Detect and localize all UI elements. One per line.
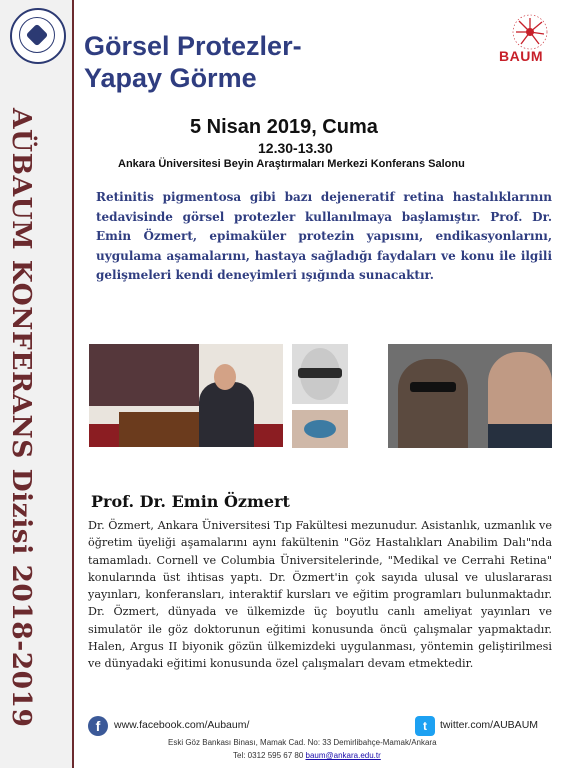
phone-text: Tel: 0312 595 67 80 [233,751,304,760]
eye-implant-photo [292,410,348,448]
facebook-icon[interactable]: f [88,716,108,736]
twitter-icon[interactable]: t [415,716,435,736]
address-text: Eski Göz Bankası Binası, Mamak Cad. No: 33 Demirlibahçe-Mamak/Ankara [168,738,437,747]
page-title [84,30,302,94]
baum-logo-text: BAUM [499,48,543,64]
speaker-podium-photo [89,344,283,447]
contact-line [233,751,381,760]
prosthesis-glasses-photo [292,344,348,404]
title-line-1: Görsel Protezler- [84,31,302,61]
event-time: 12.30-13.30 [258,140,333,156]
ankara-university-seal-icon [10,8,66,64]
abstract-text: Retinitis pigmentosa gibi bazı dejeneratif retina hastalıklarının tedavisinde görsel protezler kullanılmaya başlamıştır. Prof. Dr. Emin Özmert, epimaküler protezin yapısını, endikasyonlarını, uygulama aşamalarını, hastaya sağladığı faydaları ve konu ile ilgili gelişmeleri kendi deneyimleri ışığında sunacaktır. [96,190,552,282]
event-date: 5 Nisan 2019, Cuma [190,116,378,138]
sidebar [0,0,74,768]
title-line-2: Yapay Görme [84,63,257,93]
patient-and-doctor-photo [388,344,552,448]
email-link[interactable]: baum@ankara.edu.tr [305,751,381,760]
facebook-link[interactable]: www.facebook.com/Aubaum/ [114,719,250,731]
event-venue: Ankara Üniversitesi Beyin Araştırmaları Merkezi Konferans Salonu [118,158,465,170]
speaker-name: Prof. Dr. Emin Özmert [91,492,290,511]
series-title: AÜBAUM KONFERANS Dizisi 2018-2019 [6,108,37,728]
speaker-bio: Dr. Özmert, Ankara Üniversitesi Tıp Fakültesi mezunudur. Asistanlık, uzmanlık ve öğretim üyeliği aşamalarını aynı fakültenin "Göz Hastalıkları Anabilim Dalı"nda tamamladı. Cornell ve Columbia Üniversitelerinde, "Medikal ve Cerrahi Retina" konularında üst ihtisas yaptı. Dr. Özmert'in çok sayıda ulusal ve uluslararası yayınları, konferansları, interaktif kursları ve eğitim programları bulunmaktadır. Dr. Özmert, dünyada ve ülkemizde üç boyutlu canlı ameliyat yayınları ve simulatör ile göz doktorunun eğitimi konusunda öncü çalışmalar yapmaktadır. Halen, Argus II biyonik gözün ülkemizdeki uygulanması, yöntemin geliştirilmesi ve dünyadaki eğitimi konusunda özel çalışmaları devam etmektedir. [88,519,552,671]
twitter-link[interactable]: twitter.com/AUBAUM [440,719,539,731]
